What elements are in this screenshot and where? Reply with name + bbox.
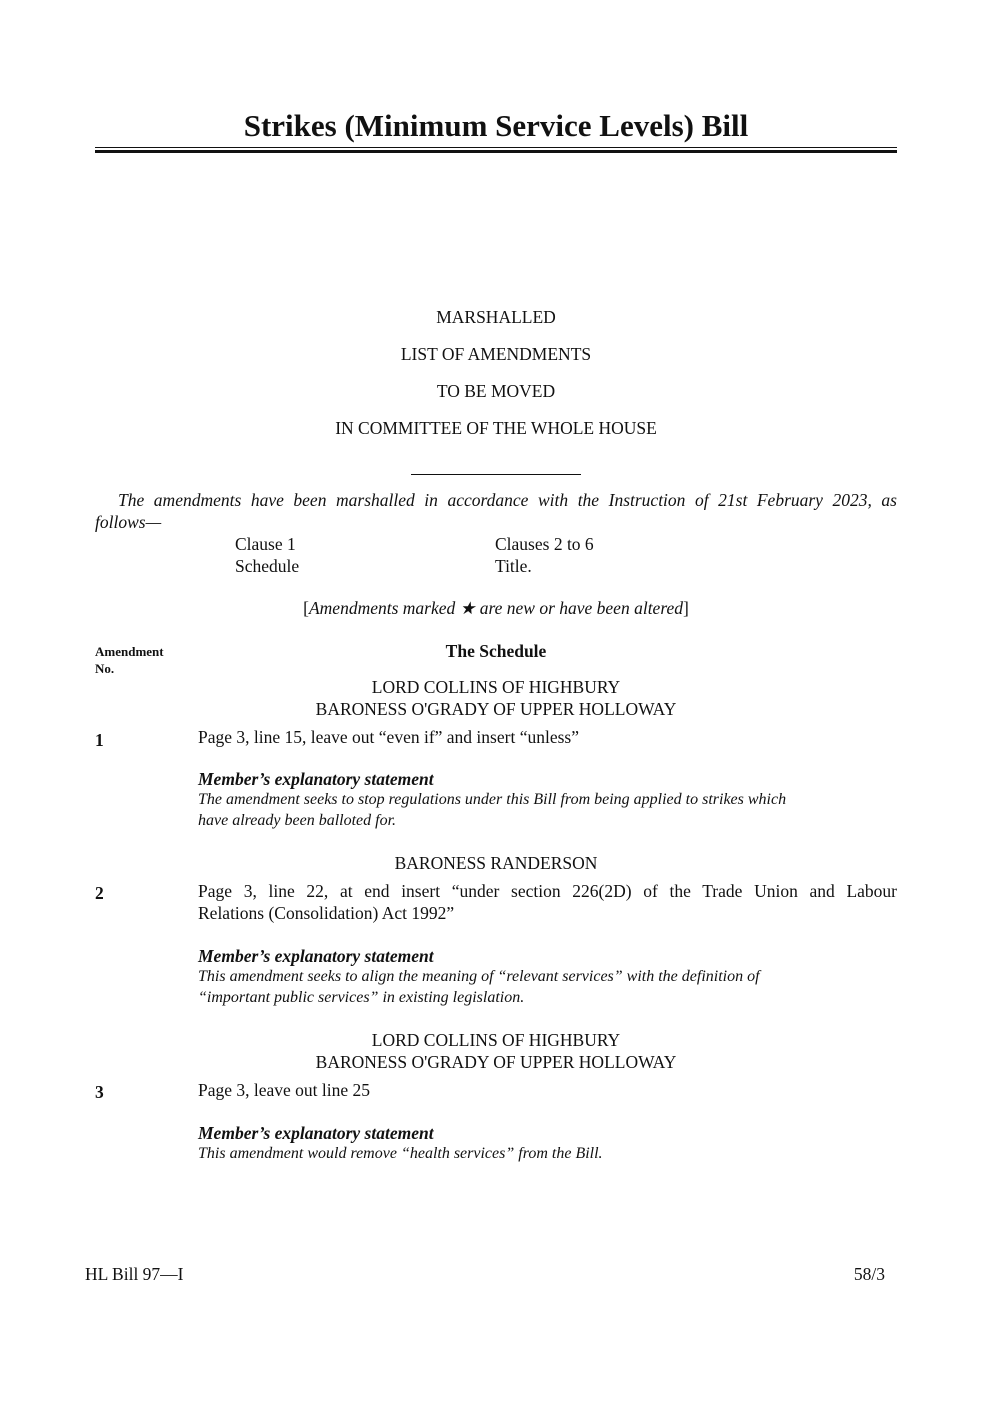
column-header: No. <box>95 661 115 676</box>
order-item: Clause 1 <box>235 534 296 554</box>
order-item: Schedule <box>235 556 300 576</box>
amendment-number: 1 <box>95 730 104 750</box>
bracket: [ <box>303 598 309 618</box>
amendment-text: Page 3, line 22, at end insert “under section 226(2D) of the Trade Union and Labour <box>198 881 897 901</box>
heading-line: TO BE MOVED <box>436 381 556 401</box>
statement-text: This amendment would remove “health services” from the Bill. <box>198 1145 603 1162</box>
statement-text: “important public services” in existing legislation. <box>198 989 525 1006</box>
title-rule-thin <box>95 147 897 148</box>
amendment-text: Page 3, line 15, leave out “even if” and insert “unless” <box>198 727 579 747</box>
separator-rule <box>411 474 581 475</box>
sponsor: LORD COLLINS OF HIGHBURY <box>371 1030 621 1050</box>
intro-line: The amendments have been marshalled in accordance with the Instruction of 21st February 2023, as <box>118 490 897 510</box>
sponsor: BARONESS RANDERSON <box>394 853 598 873</box>
bracket: ] <box>683 598 689 618</box>
amendment-text: Page 3, leave out line 25 <box>198 1080 371 1100</box>
section-title: The Schedule <box>445 641 547 661</box>
altered-note-text: Amendments marked ★ are new or have been altered <box>308 598 683 618</box>
bill-title: Strikes (Minimum Service Levels) Bill <box>243 108 749 143</box>
amendment-text: Relations (Consolidation) Act 1992” <box>198 903 455 923</box>
sponsor: BARONESS O'GRADY OF UPPER HOLLOWAY <box>315 699 677 719</box>
statement-label: Member’s explanatory statement <box>198 946 434 966</box>
statement-text: The amendment seeks to stop regulations under this Bill from being applied to strikes which <box>198 791 787 808</box>
amendment-number: 2 <box>95 883 104 903</box>
statement-text: This amendment seeks to align the meaning of “relevant services” with the definition of <box>198 968 760 985</box>
statement-text: have already been balloted for. <box>198 812 397 829</box>
altered-note <box>95 597 897 619</box>
heading-line: IN COMMITTEE OF THE WHOLE HOUSE <box>335 418 657 438</box>
column-header: Amendment <box>95 644 164 659</box>
order-item: Clauses 2 to 6 <box>495 534 594 554</box>
statement-label: Member’s explanatory statement <box>198 1123 434 1143</box>
title-rule-thick <box>95 150 897 153</box>
heading-line: LIST OF AMENDMENTS <box>400 344 592 364</box>
sponsor: LORD COLLINS OF HIGHBURY <box>371 677 621 697</box>
order-item: Title. <box>495 556 532 576</box>
sponsor: BARONESS O'GRADY OF UPPER HOLLOWAY <box>315 1052 677 1072</box>
amendment-number: 3 <box>95 1082 104 1102</box>
heading-line: MARSHALLED <box>436 307 556 327</box>
statement-label: Member’s explanatory statement <box>198 769 434 789</box>
footer-reference: 58/3 <box>853 1264 885 1284</box>
footer-bill-number: HL Bill 97—I <box>85 1264 184 1284</box>
intro-line: follows— <box>95 512 162 532</box>
